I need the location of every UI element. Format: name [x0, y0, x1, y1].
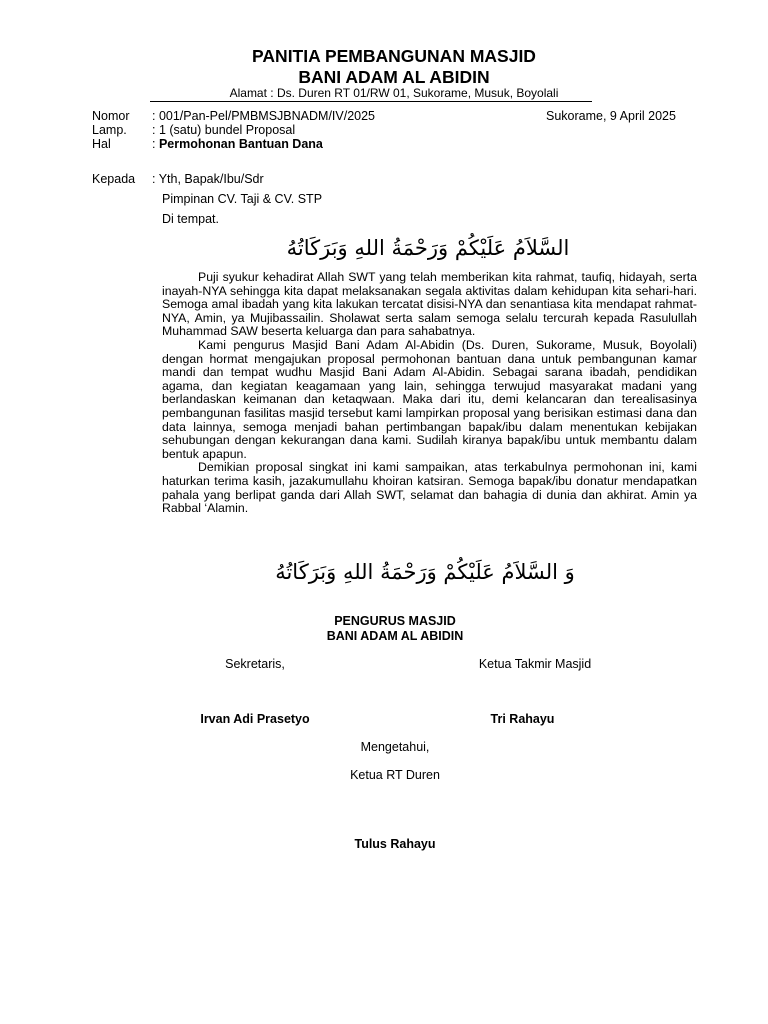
rt-signatory-name: Tulus Rahayu [354, 837, 436, 851]
letterhead-title-line2: BANI ADAM AL ABIDIN [298, 67, 490, 87]
letterhead-divider [150, 101, 592, 102]
left-signatory-role: Sekretaris, [225, 657, 285, 671]
letter-date: Sukorame, 9 April 2025 [546, 109, 676, 123]
recipient-label: Kepada [92, 172, 136, 186]
body-paragraph-1: Puji syukur kehadirat Allah SWT yang telah memberikan kita rahmat, taufiq, hidayah, serta inayah-NYA sehingga kita dapat melaksanakan segala aktivitas dalam kehidupan kita sehari-hari. Semoga amal ibadah yang kita lakukan tercatat disisi-NYA dan senantiasa kita mendapat rahmat-NYA, Amin, ya Mujibassailin. Sholawat serta salam semoga selalu tercurah kepada Rasulullah Muhammad SAW beserta keluarga dan para sahabatnya. [162, 270, 697, 339]
org-name-line1: PENGURUS MASJID [334, 614, 456, 628]
letterhead-title-line1: PANITIA PEMBANGUNAN MASJID [252, 46, 536, 66]
opening-salam: السَّلاَمُ عَلَيْكُمْ وَرَحْمَةُ اللهِ وَبَرَكَاتُهُ [286, 236, 570, 260]
acknowledgement-label: Mengetahui, [360, 740, 430, 754]
body-paragraph-3: Demikian proposal singkat ini kami sampaikan, atas terkabulnya permohonan ini, kami haturkan terima kasih, jazakumullahu khoiran katsiran. Semoga bapak/ibu donatur mendapatkan pahala yang berlipat ganda dari Allah SWT, selamat dan bahagia di dunia dan akhirat. Amin ya Rabbal ‘Alamin. [162, 460, 697, 516]
hal-label: Hal [92, 137, 111, 151]
left-signatory-name: Irvan Adi Prasetyo [200, 712, 310, 726]
body-paragraph-2: Kami pengurus Masjid Bani Adam Al-Abidin (Ds. Duren, Sukorame, Musuk, Boyolali) dengan hormat mengajukan proposal permohonan bantuan dana untuk pembangunan kamar mandi dan tempat wudhu Masjid Bani Adam Al-Abidin. Sebagai sarana ibadah, pendidikan agama, dan kegiatan keagamaan yang lain, sehingga terwujud masyarakat madani yang berlandaskan keimanan dan ketaqwaan. Maka dari itu, demi kelancaran dan terealisasinya pembangunan fasilitas masjid tersebut kami lampirkan proposal yang berisikan estimasi dana dan data lainnya, semoga menjadi bahan pertimbangan bapak/ibu dalam menentukan kebijakan sehubungan dengan kekurangan dana kami. Sudilah kiranya bapak/ibu untuk membantu dalam bentuk apapun. [162, 337, 697, 461]
hal-value: : Permohonan Bantuan Dana [152, 137, 323, 151]
rt-signatory-role: Ketua RT Duren [350, 768, 440, 782]
lamp-label: Lamp. [92, 123, 127, 137]
org-name-line2: BANI ADAM AL ABIDIN [326, 629, 464, 643]
recipient-line3: Di tempat. [162, 212, 219, 226]
letterhead-address: Alamat : Ds. Duren RT 01/RW 01, Sukorame, Musuk, Boyolali [229, 86, 559, 100]
nomor-label: Nomor [92, 109, 130, 123]
lamp-value: : 1 (satu) bundel Proposal [152, 123, 296, 137]
closing-salam: وَ السَّلاَمُ عَلَيْكُمْ وَرَحْمَةُ اللهِ وَبَرَكَاتُهُ [275, 560, 575, 584]
right-signatory-name: Tri Rahayu [490, 712, 555, 726]
recipient-line1: : Yth, Bapak/Ibu/Sdr [152, 172, 264, 186]
recipient-line2: Pimpinan CV. Taji & CV. STP [162, 192, 323, 206]
letter-body [162, 271, 697, 516]
right-signatory-role: Ketua Takmir Masjid [478, 657, 592, 671]
nomor-value: : 001/Pan-Pel/PMBMSJBNADM/IV/2025 [152, 109, 376, 123]
